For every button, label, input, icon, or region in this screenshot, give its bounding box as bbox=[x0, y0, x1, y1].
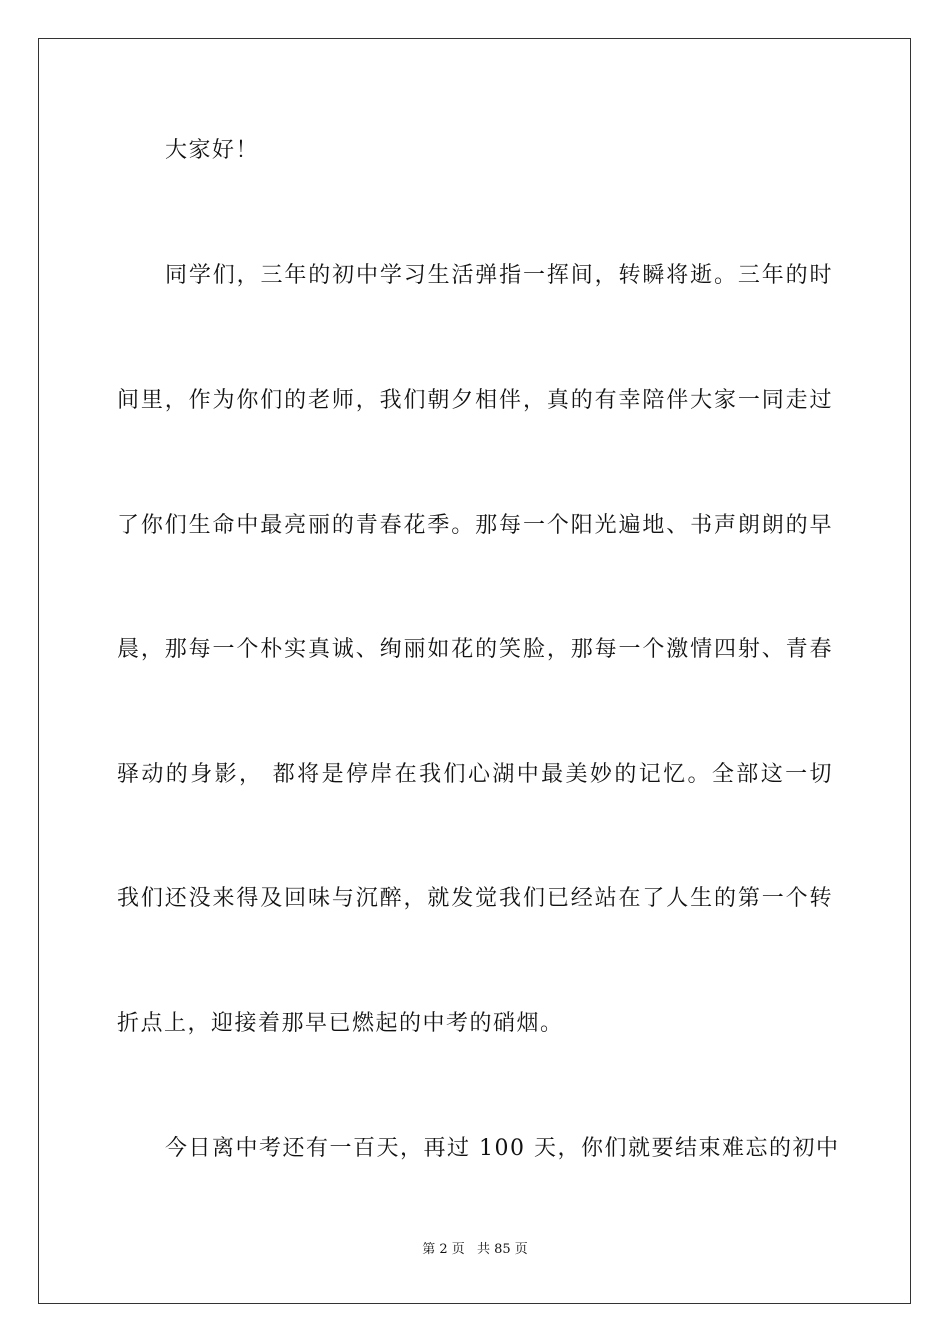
paragraph-1-line-3: 了你们生命中最亮丽的青春花季。那每一个阳光遍地、书声朗朗的早 bbox=[117, 513, 833, 538]
paragraph-1-line-5: 驿动的身影， 都将是停岸在我们心湖中最美妙的记忆。全部这一切 bbox=[117, 762, 833, 787]
paragraph-1-line-4: 晨，那每一个朴实真诚、绚丽如花的笑脸，那每一个激情四射、青春 bbox=[117, 637, 833, 662]
page-footer bbox=[0, 1242, 950, 1258]
paragraph-2-line-1: 今日离中考还有一百天，再过 100 天，你们就要结束难忘的初中 bbox=[165, 1136, 840, 1161]
page-number: 第 2 页 bbox=[422, 1242, 465, 1257]
page-border bbox=[38, 38, 911, 1304]
paragraph-1-line-7: 折点上，迎接着那早已燃起的中考的硝烟。 bbox=[117, 1011, 564, 1036]
paragraph-1-line-1: 同学们，三年的初中学习生活弹指一挥间，转瞬将逝。三年的时 bbox=[165, 263, 833, 288]
page-total: 共 85 页 bbox=[476, 1242, 528, 1257]
paragraph-1-line-6: 我们还没来得及回味与沉醉，就发觉我们已经站在了人生的第一个转 bbox=[117, 886, 833, 911]
paragraph-1-line-2: 间里，作为你们的老师，我们朝夕相伴，真的有幸陪伴大家一同走过 bbox=[117, 388, 833, 413]
greeting-line: 大家好！ bbox=[165, 138, 260, 163]
